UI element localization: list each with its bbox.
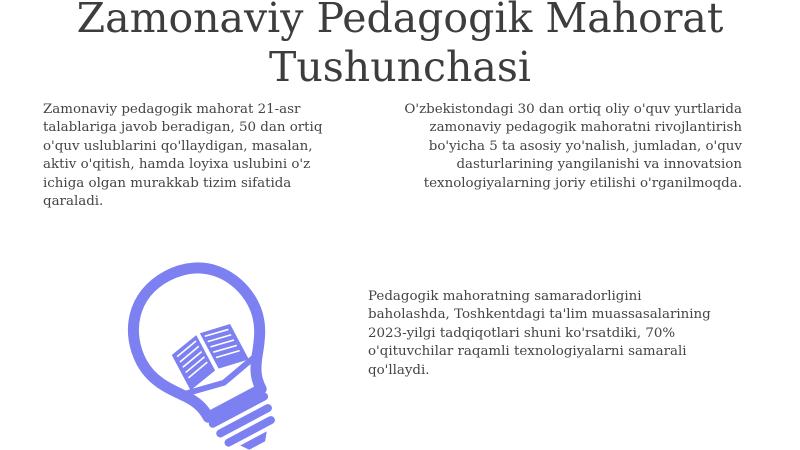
paragraph-line: qo'llaydi. [368, 362, 430, 378]
title-line-1: Zamonaviy Pedagogik Mahorat [76, 0, 724, 42]
paragraph-line: o'qituvchilar raqamli texnologiyalarni samarali [368, 344, 687, 360]
paragraph-line: qaraladi. [43, 194, 104, 210]
paragraph-line: bo'yicha 5 ta asosiy yo'nalish, jumladan, o'quv [428, 138, 742, 154]
paragraph-line: talablariga javob beradigan, 50 dan ortiq [43, 120, 323, 136]
title-line-2: Tushunchasi [269, 43, 531, 91]
paragraph-line: ichiga olgan murakkab tizim sifatida [43, 175, 292, 191]
paragraph-line: o'quv uslublarini qo'llaydigan, masalan, [43, 138, 313, 154]
paragraph-bottom [368, 288, 711, 380]
lightbulb-book-icon [104, 252, 310, 450]
paragraph-line: O'zbekistondagi 30 dan ortiq oliy o'quv yurtlarida [404, 102, 742, 117]
paragraph-right [404, 101, 742, 193]
paragraph-line: Pedagogik mahoratning samaradorligini [368, 289, 642, 304]
paragraph-left [43, 101, 322, 211]
paragraph-line: 2023-yilgi tadqiqotlari shuni ko'rsatdiki, 70% [368, 325, 676, 341]
paragraph-line: Zamonaviy pedagogik mahorat 21-asr [43, 102, 301, 117]
paragraph-line: baholashda, Toshkentdagi ta'lim muassasalarining [368, 307, 711, 323]
paragraph-line: aktiv o'qitish, hamda loyixa uslubini o'z [43, 157, 311, 173]
paragraph-line: dasturlarining yangilanishi va innovatsion [456, 157, 742, 173]
paragraph-line: texnologiyalarning joriy etilishi o'rganilmoqda. [423, 175, 742, 191]
slide-title [0, 0, 800, 92]
paragraph-line: zamonaviy pedagogik mahoratni rivojlantirish [429, 120, 742, 136]
